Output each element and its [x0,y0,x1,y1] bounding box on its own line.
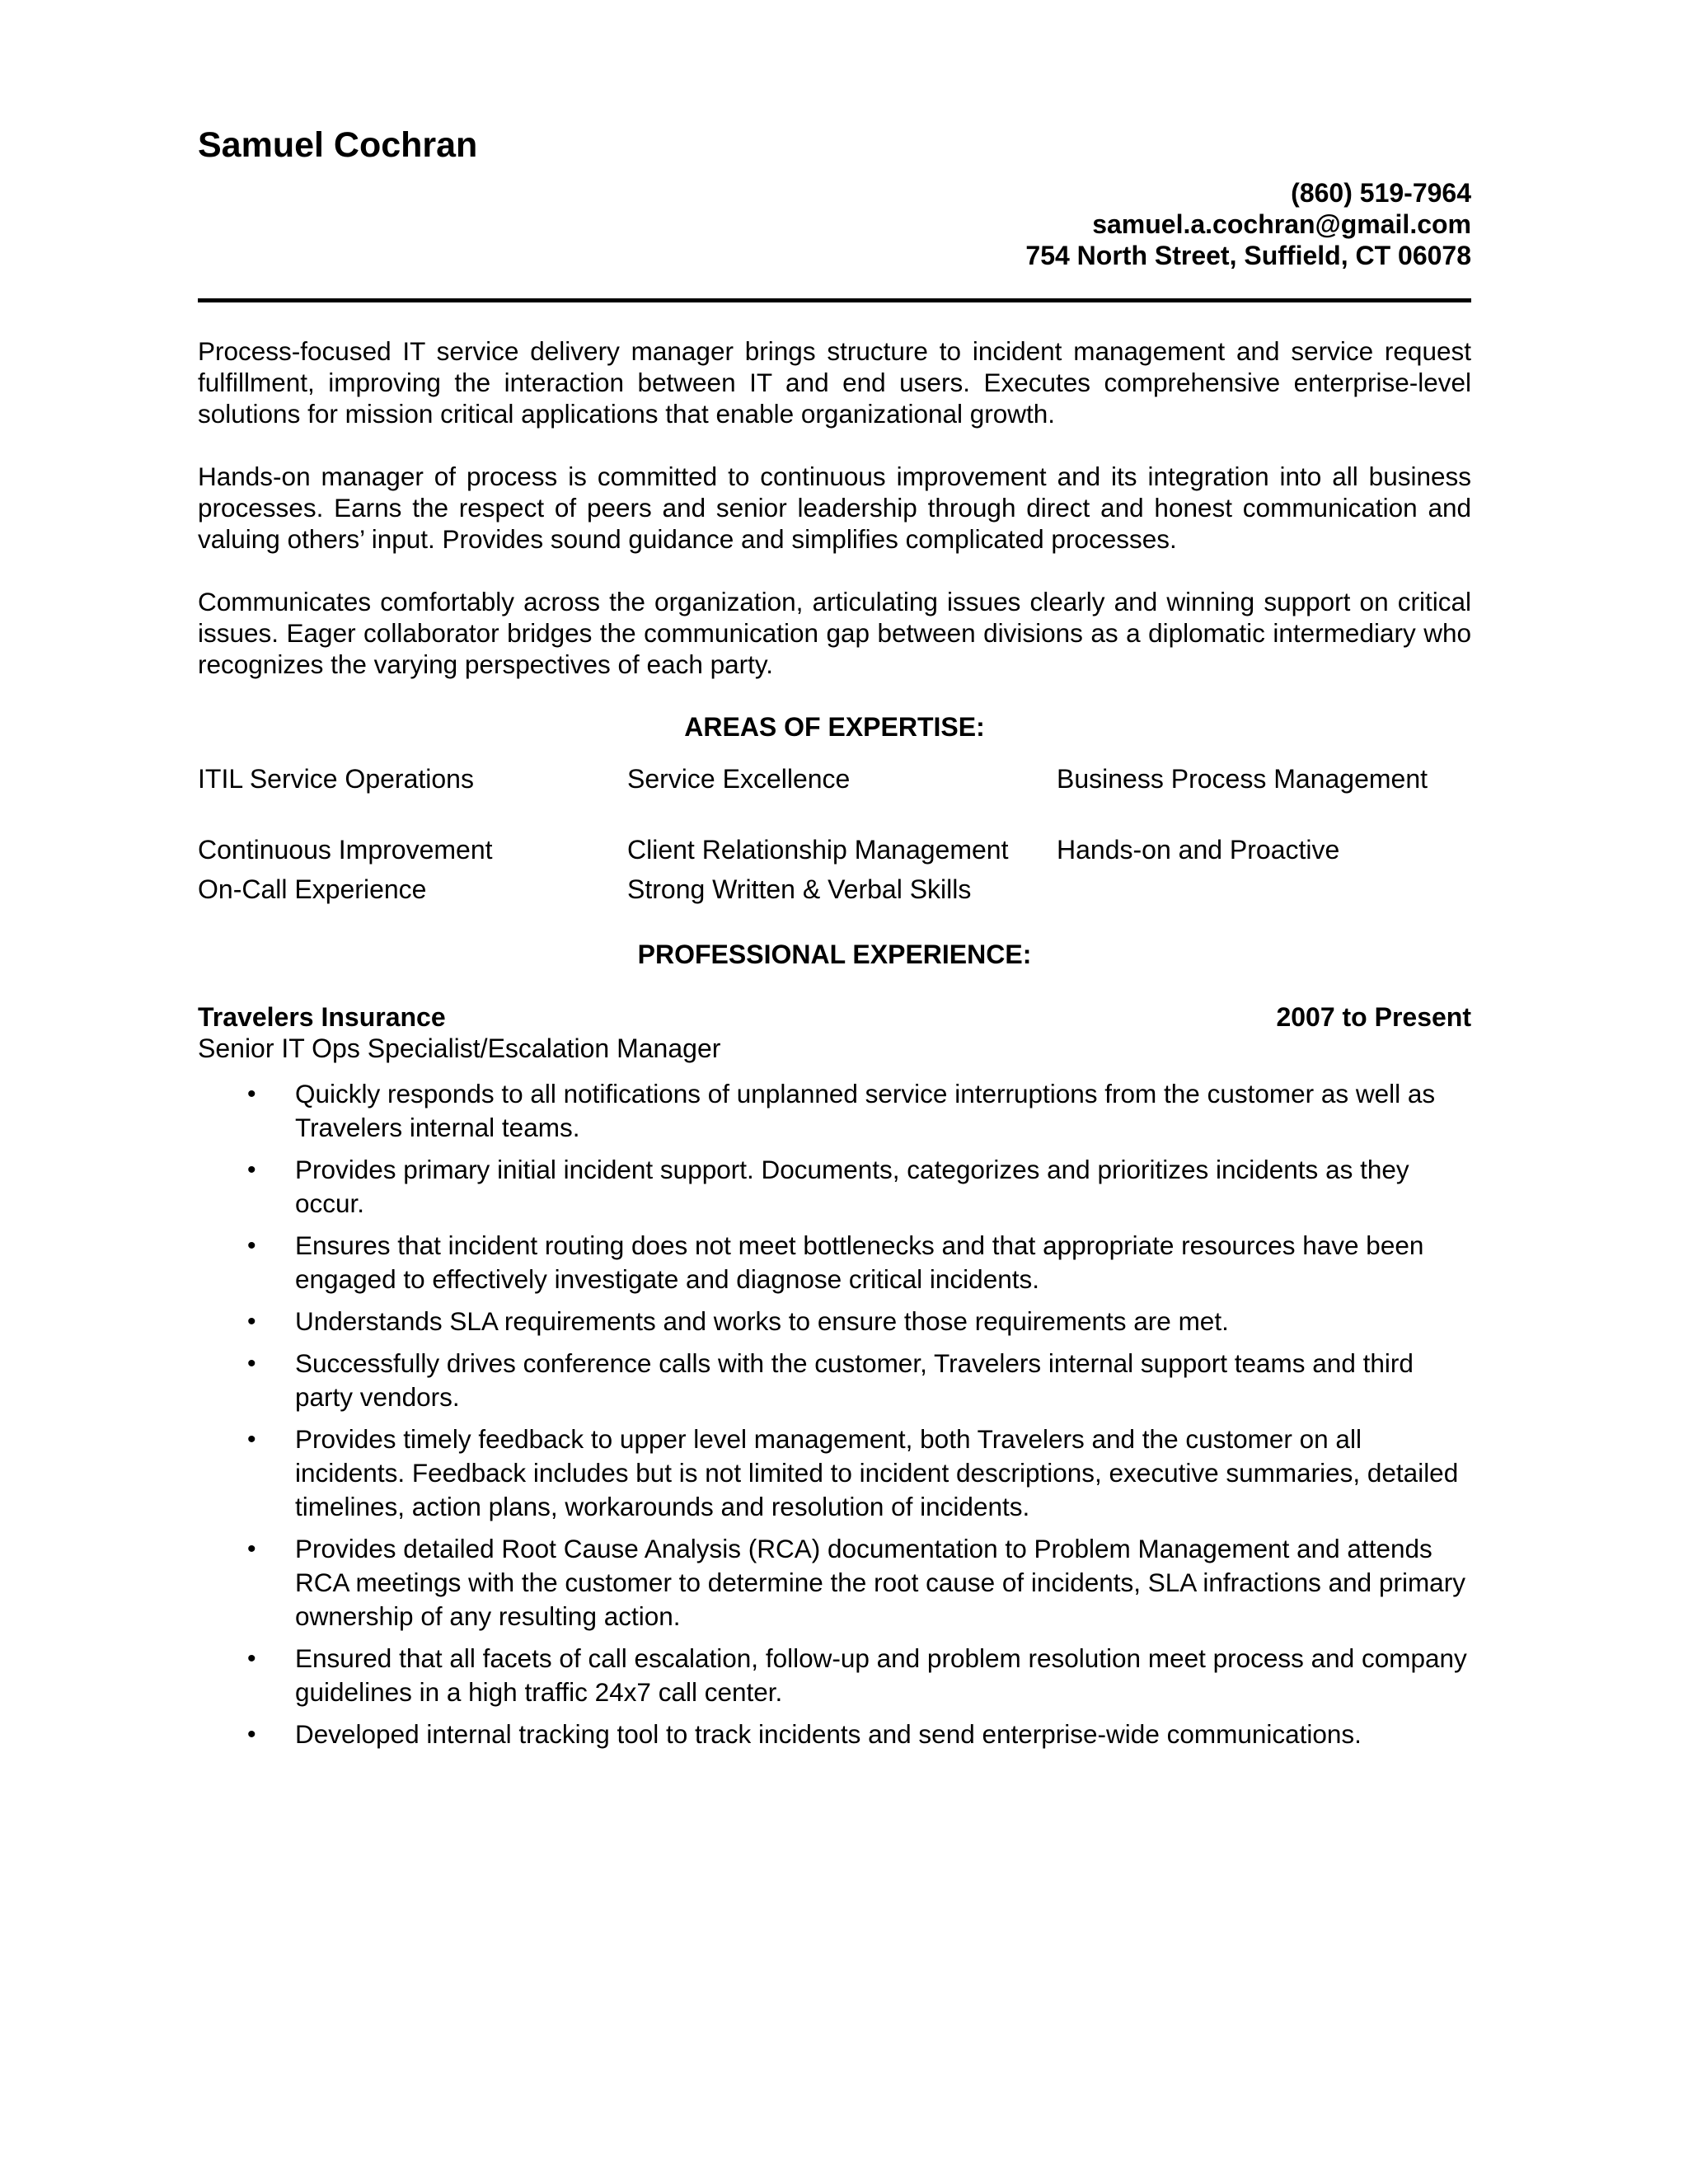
bullet-icon: • [247,1232,256,1259]
duty-item [198,1229,1471,1296]
expertise-heading: AREAS OF EXPERTISE: [684,712,985,742]
contact-block [198,177,1471,271]
bullet-icon: • [247,1308,256,1335]
duty-item [198,1347,1471,1414]
duty-item [198,1718,1471,1751]
duties-list [198,1077,1471,1751]
duty-item [198,1305,1471,1338]
duty-item [198,1642,1471,1709]
bullet-icon: • [247,1156,256,1183]
duty-text: Understands SLA requirements and works to ensure those requirements are met. [295,1306,1229,1336]
experience-heading: PROFESSIONAL EXPERIENCE: [637,940,1032,969]
street-address: 754 North Street, Suffield, CT 06078 [1025,241,1471,270]
header-divider [198,298,1471,302]
expertise-item: Client Relationship Management [627,835,1009,865]
duty-text: Quickly responds to all notifications of unplanned service interruptions from the customer as well as Travelers internal teams. [295,1079,1436,1142]
job-entry [198,1001,1471,1751]
resume-content [198,124,1471,1760]
email-address: samuel.a.cochran@gmail.com [1092,209,1471,239]
expertise-row [198,869,1471,909]
duty-text: Successfully drives conference calls with the customer, Travelers internal support teams and third party vendors. [295,1348,1414,1412]
duty-text: Provides primary initial incident support. Documents, categorizes and prioritizes incidents as they occur. [295,1155,1409,1218]
bullet-icon: • [247,1080,256,1108]
phone-number: (860) 519-7964 [1291,178,1471,208]
duty-item [198,1532,1471,1633]
bullet-icon: • [247,1645,256,1672]
expertise-item: On-Call Experience [198,874,427,904]
duty-text: Developed internal tracking tool to track incidents and send enterprise-wide communications. [295,1719,1362,1749]
bullet-icon: • [247,1535,256,1563]
summary-paragraph: Process-focused IT service delivery manager brings structure to incident management and service request fulfillment, improving the interaction between IT and end users. Executes comprehensive enterprise-level solutions for mission critical applications that enable organizational growth. [198,336,1471,429]
expertise-item: Strong Written & Verbal Skills [627,874,972,904]
duty-text: Provides detailed Root Cause Analysis (RCA) documentation to Problem Management and attends RCA meetings with the customer to determine the root cause of incidents, SLA infractions and primary ownership of any resulting action. [295,1534,1465,1631]
expertise-item: Continuous Improvement [198,835,493,865]
candidate-name: Samuel Cochran [198,125,478,165]
company-name: Travelers Insurance [198,1002,446,1032]
duty-item [198,1422,1471,1524]
expertise-item: Hands-on and Proactive [1057,835,1340,865]
duty-text: Ensures that incident routing does not meet bottlenecks and that appropriate resources have been engaged to effectively investigate and diagnose critical incidents. [295,1230,1424,1294]
job-title: Senior IT Ops Specialist/Escalation Manager [198,1033,721,1063]
bullet-icon: • [247,1350,256,1377]
bullet-icon: • [247,1721,256,1748]
duty-item [198,1077,1471,1145]
summary-paragraph: Hands-on manager of process is committed to continuous improvement and its integration into all business processes. Earns the respect of peers and senior leadership through direct and honest communication and valuing others’ input. Provides sound guidance and simplifies complicated processes. [198,462,1471,554]
duty-item [198,1153,1471,1221]
expertise-row [198,759,1471,799]
duty-text: Provides timely feedback to upper level management, both Travelers and the customer on all incidents. Feedback includes but is not limited to incident descriptions, executive summaries, detailed timelines, action plans, workarounds and resolution of incidents. [295,1424,1459,1521]
employment-dates: 2007 to Present [1276,1002,1471,1032]
duty-text: Ensured that all facets of call escalation, follow-up and problem resolution meet process and company guidelines in a high traffic 24x7 call center. [295,1643,1467,1707]
expertise-row [198,830,1471,869]
professional-summary [198,335,1471,680]
summary-paragraph: Communicates comfortably across the organization, articulating issues clearly and winning support on critical issues. Eager collaborator bridges the communication gap between divisions as a diplomatic intermediary who recognizes the varying perspectives of each party. [198,587,1471,679]
expertise-item: Service Excellence [627,764,851,794]
job-header [198,1001,1471,1033]
bullet-icon: • [247,1426,256,1453]
expertise-grid [198,759,1471,909]
expertise-item: Business Process Management [1057,764,1428,794]
expertise-item: ITIL Service Operations [198,764,474,794]
